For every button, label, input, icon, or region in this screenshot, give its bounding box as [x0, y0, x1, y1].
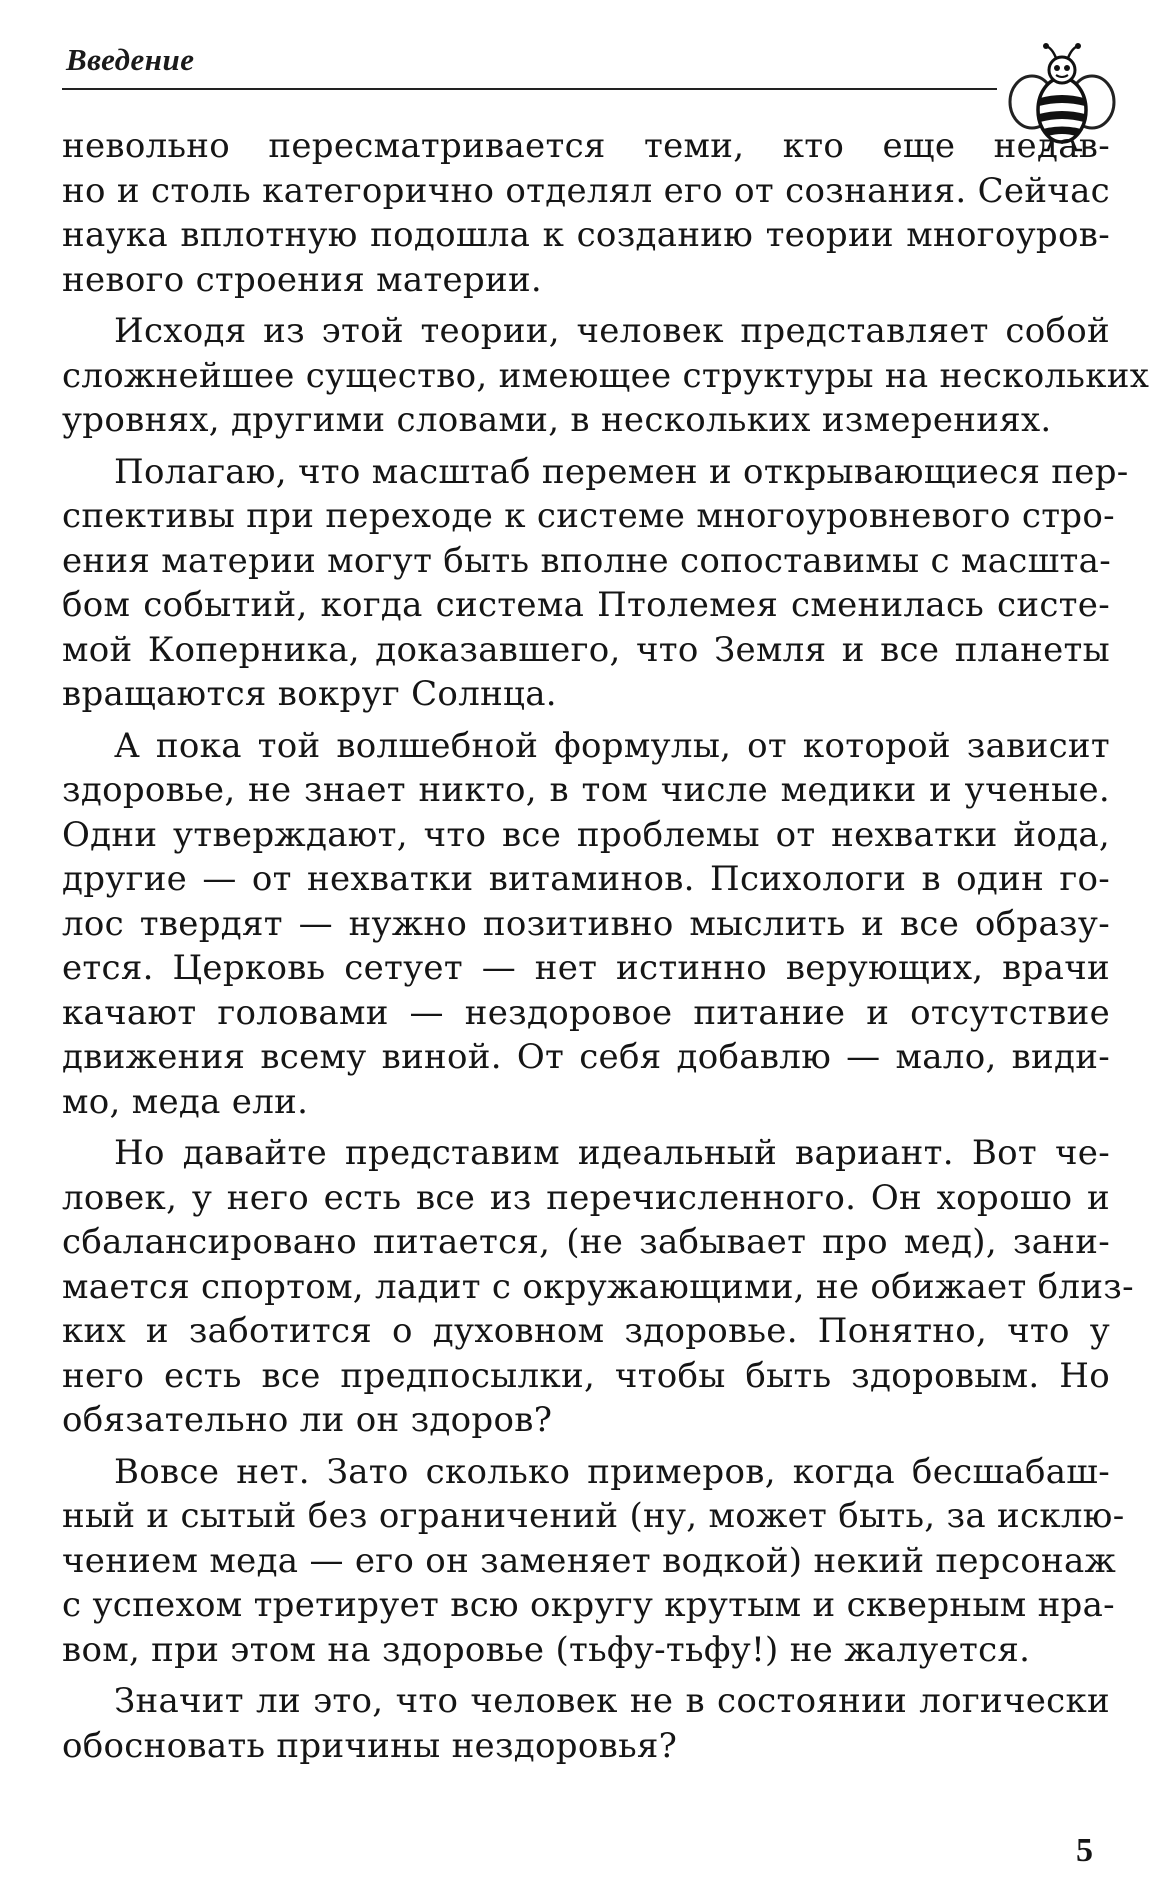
- page-number: 5: [1076, 1832, 1093, 1869]
- text-line: ких и заботится о духовном здоровье. Понятно, что у: [62, 1311, 1110, 1351]
- text-line: Полагаю, что масштаб перемен и открывающиеся пер-: [114, 451, 1129, 492]
- paragraph: [62, 1450, 1125, 1673]
- text-line: обязательно ли он здоров?: [62, 1400, 553, 1440]
- paragraph: [62, 1679, 1110, 1768]
- text-line: спективы при переходе к системе многоуровневого стро-: [62, 496, 1115, 536]
- text-line: ловек, у него есть все из перечисленного. Он хорошо и: [62, 1177, 1110, 1218]
- text-line: наука вплотную подошла к созданию теории многоуров-: [62, 215, 1110, 255]
- header-rule: [62, 88, 997, 90]
- text-line: Но давайте представим идеальный вариант. Вот че-: [114, 1133, 1110, 1173]
- text-line: бом событий, когда система Птолемея сменилась систе-: [62, 585, 1110, 625]
- text-line: другие — от нехватки витаминов. Психологи в один го-: [62, 859, 1110, 899]
- text-line: А пока той волшебной формулы, от которой зависит: [114, 725, 1110, 766]
- text-line: движения всему виной. От себя добавлю — мало, види-: [62, 1037, 1110, 1077]
- text-line: мо, меда ели.: [62, 1081, 309, 1122]
- text-line: чением меда — его он заменяет водкой) некий персонаж: [62, 1540, 1117, 1581]
- running-header-title: Введение: [66, 42, 195, 77]
- text-line: мается спортом, ладит с окружающими, не обижает близ-: [62, 1266, 1134, 1307]
- text-line: него есть все предпосылки, чтобы быть здоровым. Но: [62, 1355, 1110, 1396]
- paragraph: [62, 724, 1110, 1125]
- text-line: Вовсе нет. Зато сколько примеров, когда бесшабаш-: [114, 1451, 1110, 1492]
- text-line: ения материи могут быть вполне сопоставимы с масшта-: [62, 540, 1111, 581]
- text-line: здоровье, не знает никто, в том числе медики и ученые.: [62, 770, 1110, 810]
- text-line: вом, при этом на здоровье (тьфу-тьфу!) не жалуется.: [62, 1629, 1031, 1670]
- text-line: ется. Церковь сетует — нет истинно верующих, врачи: [62, 948, 1110, 988]
- paragraph: [62, 450, 1129, 717]
- text-line: сбалансировано питается, (не забывает про мед), зани-: [62, 1222, 1110, 1262]
- text-line: Значит ли это, что человек не в состоянии логически: [114, 1681, 1110, 1721]
- text-line: с успехом третирует всю округу крутым и скверным нра-: [62, 1585, 1115, 1625]
- text-line: вращаются вокруг Солнца.: [62, 674, 557, 714]
- text-line: Одни утверждают, что все проблемы от нехватки йода,: [62, 814, 1110, 855]
- paragraph: [62, 309, 1150, 443]
- text-line: обосновать причины нездоровья?: [62, 1725, 678, 1766]
- text-line: лос твердят — нужно позитивно мыслить и все образу-: [62, 903, 1110, 944]
- paragraph: [62, 124, 1110, 302]
- text-line: качают головами — нездоровое питание и отсутствие: [62, 992, 1110, 1033]
- text-line: Исходя из этой теории, человек представляет собой: [114, 311, 1110, 351]
- body-text: [62, 124, 1150, 1775]
- text-line: сложнейшее существо, имеющее структуры на нескольких: [62, 355, 1150, 396]
- text-line: мой Коперника, доказавшего, что Земля и все планеты: [62, 629, 1110, 670]
- text-line: ный и сытый без ограничений (ну, может быть, за исклю-: [62, 1496, 1125, 1536]
- text-line: невольно пересматривается теми, кто еще недав-: [62, 126, 1110, 166]
- text-line: но и столь категорично отделял его от сознания. Сейчас: [62, 170, 1110, 211]
- text-line: невого строения материи.: [62, 259, 543, 300]
- text-line: уровнях, другими словами, в нескольких измерениях.: [62, 400, 1052, 440]
- paragraph: [62, 1131, 1134, 1443]
